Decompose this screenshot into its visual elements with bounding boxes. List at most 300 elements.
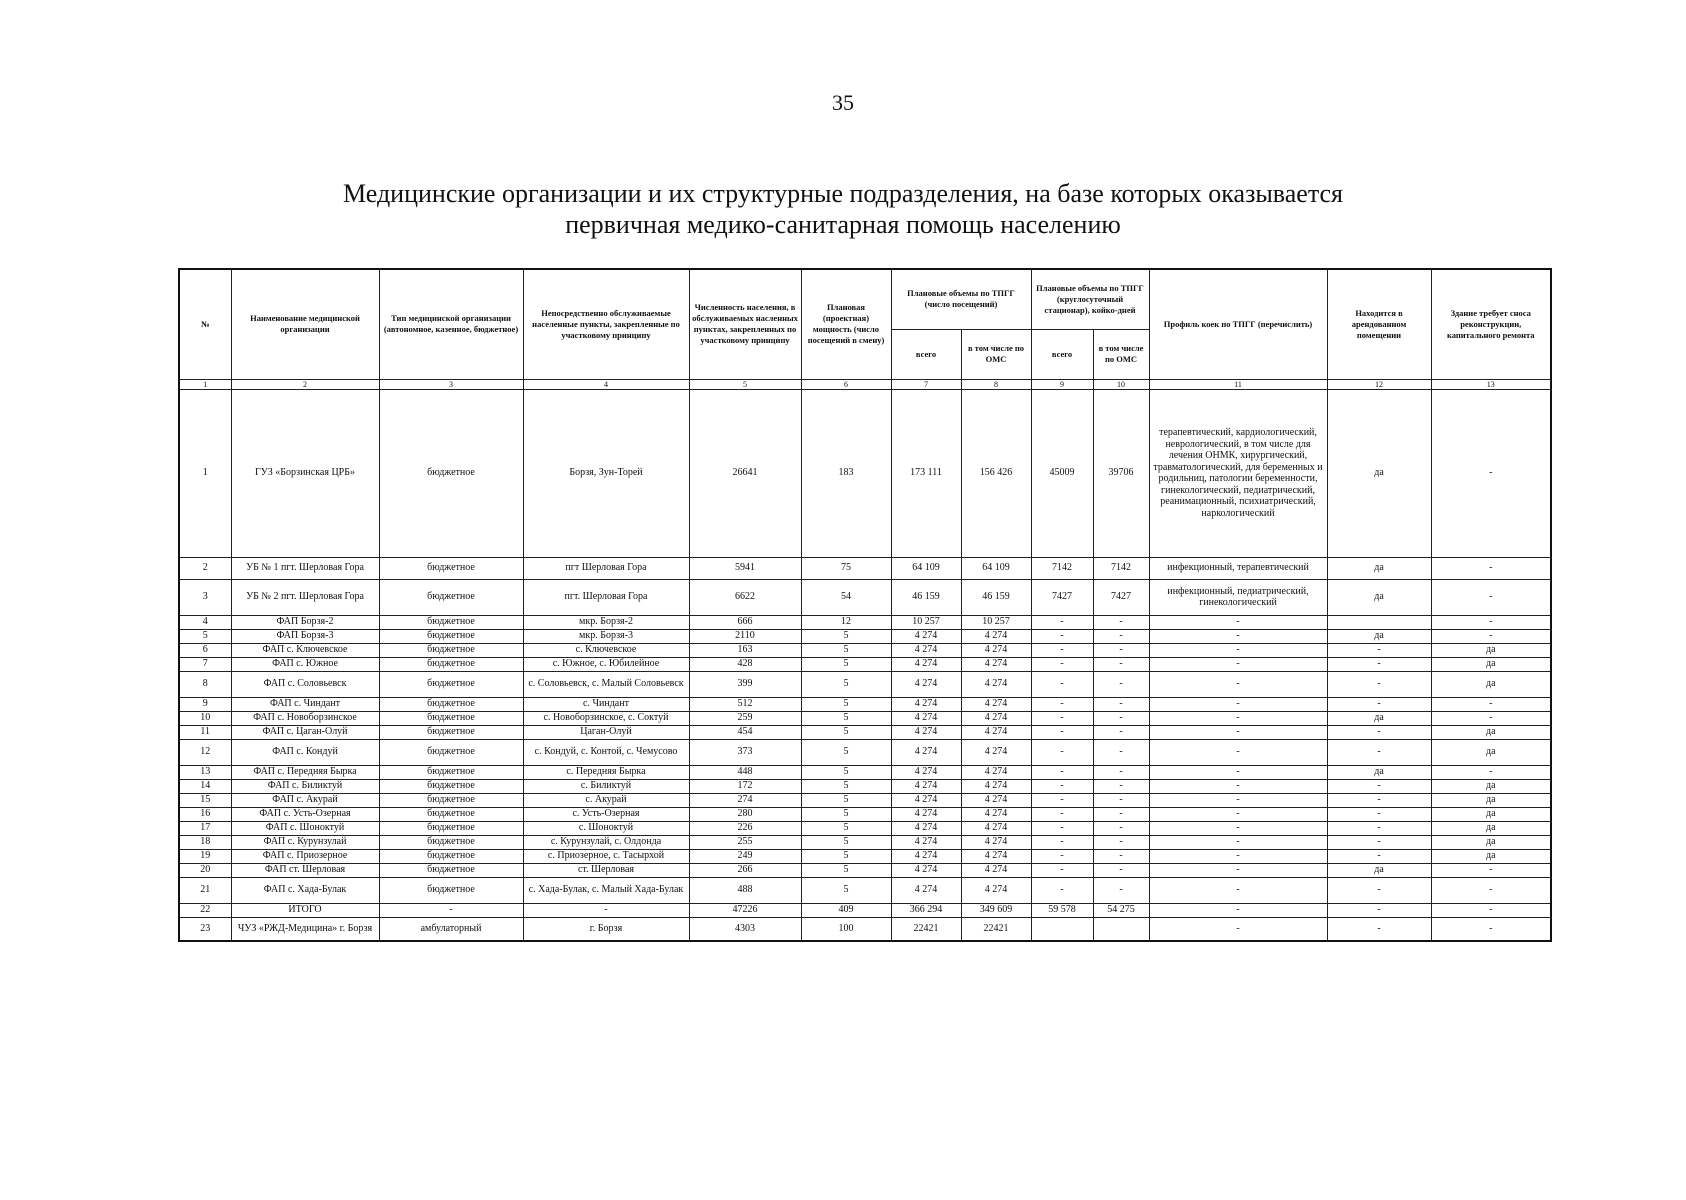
cell-demolition: - (1431, 557, 1551, 579)
column-number: 1 (179, 379, 231, 389)
cell-beddays-total: - (1031, 765, 1093, 779)
cell-profile: инфекционный, терапевтический (1149, 557, 1327, 579)
cell-type: бюджетное (379, 835, 523, 849)
cell-beddays-oms: - (1093, 711, 1149, 725)
cell-beddays-total: 7142 (1031, 557, 1093, 579)
cell-capacity: 5 (801, 739, 891, 765)
cell-capacity: 5 (801, 877, 891, 903)
cell-num: 22 (179, 903, 231, 917)
cell-visits-total: 10 257 (891, 615, 961, 629)
cell-visits-total: 4 274 (891, 863, 961, 877)
cell-beddays-total: - (1031, 671, 1093, 697)
column-number: 11 (1149, 379, 1327, 389)
cell-type: бюджетное (379, 657, 523, 671)
cell-profile: - (1149, 793, 1327, 807)
cell-num: 13 (179, 765, 231, 779)
cell-demolition: - (1431, 389, 1551, 557)
cell-num: 9 (179, 697, 231, 711)
cell-population: 373 (689, 739, 801, 765)
cell-demolition: - (1431, 863, 1551, 877)
cell-visits-total: 46 159 (891, 579, 961, 615)
cell-visits-total: 4 274 (891, 793, 961, 807)
cell-num: 8 (179, 671, 231, 697)
cell-name: ФАП с. Южное (231, 657, 379, 671)
cell-leased: да (1327, 557, 1431, 579)
cell-profile: - (1149, 917, 1327, 941)
cell-type: бюджетное (379, 725, 523, 739)
cell-leased: - (1327, 835, 1431, 849)
cell-capacity: 5 (801, 807, 891, 821)
document-title-line-1: Медицинские организации и их структурные подразделения, на базе которых оказывается (342, 179, 1343, 208)
cell-settlements: ст. Шерловая (523, 863, 689, 877)
cell-leased: - (1327, 739, 1431, 765)
cell-profile: инфекционный, педиатрический, гинекологический (1149, 579, 1327, 615)
cell-visits-total: 4 274 (891, 697, 961, 711)
cell-population: 259 (689, 711, 801, 725)
cell-settlements: Цаган-Олуй (523, 725, 689, 739)
cell-settlements: пгт. Шерловая Гора (523, 579, 689, 615)
cell-name: ФАП с. Передняя Бырка (231, 765, 379, 779)
table-row (179, 671, 1551, 697)
cell-beddays-oms: - (1093, 671, 1149, 697)
cell-name: ФАП с. Чиндант (231, 697, 379, 711)
cell-beddays-oms: - (1093, 863, 1149, 877)
cell-beddays-oms: - (1093, 643, 1149, 657)
header-beddays-total: всего (1031, 329, 1093, 379)
cell-num: 18 (179, 835, 231, 849)
cell-name: ИТОГО (231, 903, 379, 917)
cell-population: 512 (689, 697, 801, 711)
cell-population: 666 (689, 615, 801, 629)
cell-name: ФАП с. Ключевское (231, 643, 379, 657)
cell-leased (1327, 615, 1431, 629)
header-leased: Находится в арендованном помещении (1327, 269, 1431, 379)
cell-demolition: - (1431, 877, 1551, 903)
cell-name: ФАП Борзя-2 (231, 615, 379, 629)
cell-demolition: да (1431, 739, 1551, 765)
cell-visits-oms: 4 274 (961, 725, 1031, 739)
document-title-line-2: первичная медико-санитарная помощь населению (565, 210, 1121, 239)
table-row (179, 821, 1551, 835)
cell-beddays-total: - (1031, 821, 1093, 835)
cell-visits-oms: 10 257 (961, 615, 1031, 629)
cell-settlements: пгт Шерловая Гора (523, 557, 689, 579)
cell-num: 20 (179, 863, 231, 877)
cell-beddays-total: - (1031, 697, 1093, 711)
cell-num: 4 (179, 615, 231, 629)
cell-profile: - (1149, 903, 1327, 917)
cell-profile: - (1149, 779, 1327, 793)
cell-profile: - (1149, 765, 1327, 779)
cell-visits-oms: 64 109 (961, 557, 1031, 579)
cell-population: 266 (689, 863, 801, 877)
cell-leased: - (1327, 903, 1431, 917)
table-row (179, 863, 1551, 877)
cell-beddays-total: 45009 (1031, 389, 1093, 557)
table-row (179, 697, 1551, 711)
column-number: 10 (1093, 379, 1149, 389)
cell-capacity: 5 (801, 725, 891, 739)
document-title (200, 178, 1486, 240)
column-number: 4 (523, 379, 689, 389)
cell-visits-oms: 156 426 (961, 389, 1031, 557)
header-visits-group: Плановые объемы по ТПГГ (число посещений) (891, 269, 1031, 329)
cell-num: 10 (179, 711, 231, 725)
cell-population: 172 (689, 779, 801, 793)
cell-name: ФАП с. Акурай (231, 793, 379, 807)
column-number: 6 (801, 379, 891, 389)
cell-type: амбулаторный (379, 917, 523, 941)
cell-leased: - (1327, 877, 1431, 903)
cell-num: 6 (179, 643, 231, 657)
cell-population: 47226 (689, 903, 801, 917)
cell-beddays-oms: - (1093, 807, 1149, 821)
cell-leased: да (1327, 629, 1431, 643)
cell-visits-total: 22421 (891, 917, 961, 941)
cell-type: бюджетное (379, 739, 523, 765)
cell-capacity: 54 (801, 579, 891, 615)
cell-beddays-oms: - (1093, 739, 1149, 765)
cell-settlements: - (523, 903, 689, 917)
cell-settlements: с. Новоборзинское, с. Соктуй (523, 711, 689, 725)
table-row (179, 877, 1551, 903)
cell-beddays-oms: 7427 (1093, 579, 1149, 615)
cell-leased: да (1327, 389, 1431, 557)
cell-beddays-oms: - (1093, 793, 1149, 807)
cell-leased: - (1327, 643, 1431, 657)
column-number: 7 (891, 379, 961, 389)
cell-visits-oms: 4 274 (961, 779, 1031, 793)
cell-demolition: да (1431, 821, 1551, 835)
cell-beddays-oms: 7142 (1093, 557, 1149, 579)
cell-profile: - (1149, 877, 1327, 903)
cell-demolition: да (1431, 807, 1551, 821)
cell-type: - (379, 903, 523, 917)
cell-demolition: - (1431, 903, 1551, 917)
cell-population: 6622 (689, 579, 801, 615)
cell-name: ФАП с. Шоноктуй (231, 821, 379, 835)
cell-name: ЧУЗ «РЖД-Медицина» г. Борзя (231, 917, 379, 941)
cell-settlements: с. Курунзулай, с. Олдонда (523, 835, 689, 849)
cell-visits-oms: 4 274 (961, 739, 1031, 765)
cell-beddays-total: - (1031, 877, 1093, 903)
cell-leased: - (1327, 697, 1431, 711)
header-settlements: Непосредственно обслуживаемые населенные пункты, закрепленные по участковому принципу (523, 269, 689, 379)
cell-visits-oms: 4 274 (961, 821, 1031, 835)
header-visits-oms: в том числе по ОМС (961, 329, 1031, 379)
cell-type: бюджетное (379, 579, 523, 615)
table-row (179, 779, 1551, 793)
cell-name: ФАП с. Биликтуй (231, 779, 379, 793)
cell-visits-total: 4 274 (891, 671, 961, 697)
cell-population: 454 (689, 725, 801, 739)
cell-num: 23 (179, 917, 231, 941)
cell-type: бюджетное (379, 671, 523, 697)
cell-visits-oms: 4 274 (961, 711, 1031, 725)
cell-beddays-oms: 54 275 (1093, 903, 1149, 917)
cell-capacity: 5 (801, 765, 891, 779)
cell-population: 255 (689, 835, 801, 849)
cell-num: 7 (179, 657, 231, 671)
cell-name: ФАП Борзя-3 (231, 629, 379, 643)
header-beddays-group: Плановые объемы по ТПГГ (круглосуточный стационар), койко-дней (1031, 269, 1149, 329)
table-row (179, 765, 1551, 779)
cell-leased: - (1327, 779, 1431, 793)
cell-settlements: с. Соловьевск, с. Малый Соловьевск (523, 671, 689, 697)
cell-profile: - (1149, 863, 1327, 877)
table-row (179, 557, 1551, 579)
cell-leased: - (1327, 671, 1431, 697)
cell-settlements: с. Ключевское (523, 643, 689, 657)
header-profile: Профиль коек по ТПГГ (перечислить) (1149, 269, 1327, 379)
cell-population: 5941 (689, 557, 801, 579)
cell-name: УБ № 2 пгт. Шерловая Гора (231, 579, 379, 615)
cell-num: 3 (179, 579, 231, 615)
cell-demolition: да (1431, 849, 1551, 863)
cell-population: 226 (689, 821, 801, 835)
cell-settlements: с. Кондуй, с. Контой, с. Чемусово (523, 739, 689, 765)
cell-capacity: 5 (801, 629, 891, 643)
cell-settlements: с. Хада-Булак, с. Малый Хада-Булак (523, 877, 689, 903)
cell-settlements: с. Шоноктуй (523, 821, 689, 835)
cell-name: ФАП ст. Шерловая (231, 863, 379, 877)
cell-settlements: с. Приозерное, с. Тасырхой (523, 849, 689, 863)
cell-type: бюджетное (379, 807, 523, 821)
table-header (179, 269, 1551, 389)
cell-visits-oms: 4 274 (961, 629, 1031, 643)
cell-type: бюджетное (379, 793, 523, 807)
table-row (179, 903, 1551, 917)
cell-settlements: с. Акурай (523, 793, 689, 807)
cell-population: 280 (689, 807, 801, 821)
cell-num: 2 (179, 557, 231, 579)
cell-visits-oms: 349 609 (961, 903, 1031, 917)
header-type: Тип медицинской организации (автономное, казенное, бюджетное) (379, 269, 523, 379)
column-number: 9 (1031, 379, 1093, 389)
cell-profile: терапевтический, кардиологический, неврологический, в том числе для лечения ОНМК, хирургический, травматологический, для беременных и родильниц, патологии беременности, гинекологический, педиатрический, реанимационный, психиатрический, наркологический (1149, 389, 1327, 557)
cell-settlements: г. Борзя (523, 917, 689, 941)
cell-name: ФАП с. Кондуй (231, 739, 379, 765)
cell-visits-oms: 22421 (961, 917, 1031, 941)
cell-profile: - (1149, 725, 1327, 739)
cell-visits-oms: 4 274 (961, 765, 1031, 779)
cell-capacity: 75 (801, 557, 891, 579)
cell-beddays-total: - (1031, 725, 1093, 739)
cell-type: бюджетное (379, 821, 523, 835)
cell-capacity: 5 (801, 779, 891, 793)
cell-visits-total: 4 274 (891, 629, 961, 643)
cell-visits-total: 4 274 (891, 739, 961, 765)
cell-visits-total: 366 294 (891, 903, 961, 917)
cell-population: 2110 (689, 629, 801, 643)
cell-num: 1 (179, 389, 231, 557)
cell-population: 26641 (689, 389, 801, 557)
cell-capacity: 5 (801, 835, 891, 849)
cell-num: 21 (179, 877, 231, 903)
cell-visits-total: 4 274 (891, 725, 961, 739)
cell-profile: - (1149, 615, 1327, 629)
cell-visits-total: 4 274 (891, 657, 961, 671)
table-row (179, 739, 1551, 765)
cell-visits-total: 4 274 (891, 765, 961, 779)
cell-capacity: 5 (801, 863, 891, 877)
cell-visits-total: 64 109 (891, 557, 961, 579)
cell-demolition: да (1431, 779, 1551, 793)
cell-capacity: 100 (801, 917, 891, 941)
cell-capacity: 5 (801, 793, 891, 807)
cell-visits-oms: 4 274 (961, 697, 1031, 711)
cell-profile: - (1149, 697, 1327, 711)
cell-population: 4303 (689, 917, 801, 941)
cell-visits-oms: 4 274 (961, 793, 1031, 807)
cell-name: ГУЗ «Борзинская ЦРБ» (231, 389, 379, 557)
table-row (179, 711, 1551, 725)
cell-visits-total: 4 274 (891, 779, 961, 793)
cell-population: 399 (689, 671, 801, 697)
cell-visits-oms: 4 274 (961, 863, 1031, 877)
cell-beddays-total: 59 578 (1031, 903, 1093, 917)
cell-beddays-total (1031, 917, 1093, 941)
cell-demolition: - (1431, 765, 1551, 779)
cell-profile: - (1149, 657, 1327, 671)
cell-demolition: - (1431, 697, 1551, 711)
cell-type: бюджетное (379, 629, 523, 643)
cell-visits-total: 4 274 (891, 807, 961, 821)
cell-beddays-oms: - (1093, 725, 1149, 739)
header-capacity: Плановая (проектная) мощность (число посещений в смену) (801, 269, 891, 379)
table-body (179, 389, 1551, 941)
cell-profile: - (1149, 835, 1327, 849)
cell-visits-oms: 4 274 (961, 671, 1031, 697)
cell-leased: - (1327, 807, 1431, 821)
cell-demolition: - (1431, 615, 1551, 629)
cell-profile: - (1149, 711, 1327, 725)
cell-leased: да (1327, 579, 1431, 615)
cell-beddays-oms: - (1093, 835, 1149, 849)
cell-population: 274 (689, 793, 801, 807)
cell-profile: - (1149, 739, 1327, 765)
cell-visits-total: 4 274 (891, 877, 961, 903)
cell-beddays-oms: - (1093, 657, 1149, 671)
cell-leased: да (1327, 711, 1431, 725)
column-number: 8 (961, 379, 1031, 389)
cell-leased: - (1327, 849, 1431, 863)
header-visits-total: всего (891, 329, 961, 379)
cell-capacity: 5 (801, 643, 891, 657)
cell-demolition: - (1431, 917, 1551, 941)
cell-type: бюджетное (379, 557, 523, 579)
cell-population: 448 (689, 765, 801, 779)
page-number: 35 (832, 90, 854, 115)
cell-num: 14 (179, 779, 231, 793)
cell-type: бюджетное (379, 643, 523, 657)
cell-profile: - (1149, 807, 1327, 821)
cell-demolition: да (1431, 835, 1551, 849)
cell-type: бюджетное (379, 389, 523, 557)
cell-type: бюджетное (379, 615, 523, 629)
cell-visits-total: 4 274 (891, 643, 961, 657)
cell-visits-total: 4 274 (891, 711, 961, 725)
cell-visits-oms: 4 274 (961, 807, 1031, 821)
cell-visits-oms: 4 274 (961, 643, 1031, 657)
cell-capacity: 5 (801, 849, 891, 863)
column-number-row (179, 379, 1551, 389)
cell-name: ФАП с. Усть-Озерная (231, 807, 379, 821)
cell-demolition: да (1431, 671, 1551, 697)
cell-name: ФАП с. Новоборзинское (231, 711, 379, 725)
cell-beddays-total: - (1031, 793, 1093, 807)
cell-beddays-total: - (1031, 657, 1093, 671)
cell-beddays-total: - (1031, 739, 1093, 765)
column-number: 13 (1431, 379, 1551, 389)
table-row (179, 389, 1551, 557)
cell-leased: да (1327, 863, 1431, 877)
cell-beddays-total: - (1031, 835, 1093, 849)
cell-demolition: да (1431, 793, 1551, 807)
cell-population: 428 (689, 657, 801, 671)
cell-capacity: 5 (801, 671, 891, 697)
cell-beddays-total: - (1031, 643, 1093, 657)
cell-capacity: 5 (801, 697, 891, 711)
cell-beddays-oms: - (1093, 877, 1149, 903)
cell-settlements: с. Усть-Озерная (523, 807, 689, 821)
header-name: Наименование медицинской организации (231, 269, 379, 379)
cell-beddays-oms: - (1093, 629, 1149, 643)
cell-beddays-oms: - (1093, 697, 1149, 711)
cell-beddays-oms: 39706 (1093, 389, 1149, 557)
cell-profile: - (1149, 643, 1327, 657)
cell-type: бюджетное (379, 779, 523, 793)
table-row (179, 657, 1551, 671)
header-demolition: Здание требует сноса реконструкции, капитального ремонта (1431, 269, 1551, 379)
cell-settlements: с. Южное, с. Юбилейное (523, 657, 689, 671)
cell-visits-total: 4 274 (891, 821, 961, 835)
cell-name: ФАП с. Курунзулай (231, 835, 379, 849)
medical-organizations-table (178, 268, 1552, 942)
cell-settlements: мкр. Борзя-3 (523, 629, 689, 643)
cell-capacity: 5 (801, 657, 891, 671)
cell-settlements: с. Чиндант (523, 697, 689, 711)
cell-beddays-total: - (1031, 711, 1093, 725)
cell-name: ФАП с. Хада-Булак (231, 877, 379, 903)
cell-leased: - (1327, 657, 1431, 671)
cell-num: 15 (179, 793, 231, 807)
cell-beddays-oms: - (1093, 821, 1149, 835)
cell-visits-oms: 4 274 (961, 849, 1031, 863)
cell-type: бюджетное (379, 765, 523, 779)
table-row (179, 835, 1551, 849)
cell-name: ФАП с. Соловьевск (231, 671, 379, 697)
cell-visits-total: 4 274 (891, 835, 961, 849)
table-row (179, 725, 1551, 739)
cell-name: ФАП с. Приозерное (231, 849, 379, 863)
cell-beddays-total: - (1031, 849, 1093, 863)
cell-leased: - (1327, 917, 1431, 941)
cell-beddays-total: - (1031, 863, 1093, 877)
cell-type: бюджетное (379, 877, 523, 903)
cell-demolition: - (1431, 711, 1551, 725)
cell-profile: - (1149, 821, 1327, 835)
table-row (179, 793, 1551, 807)
cell-capacity: 12 (801, 615, 891, 629)
cell-visits-oms: 46 159 (961, 579, 1031, 615)
cell-population: 249 (689, 849, 801, 863)
cell-demolition: - (1431, 579, 1551, 615)
cell-type: бюджетное (379, 711, 523, 725)
cell-profile: - (1149, 849, 1327, 863)
cell-capacity: 5 (801, 821, 891, 835)
cell-demolition: да (1431, 657, 1551, 671)
